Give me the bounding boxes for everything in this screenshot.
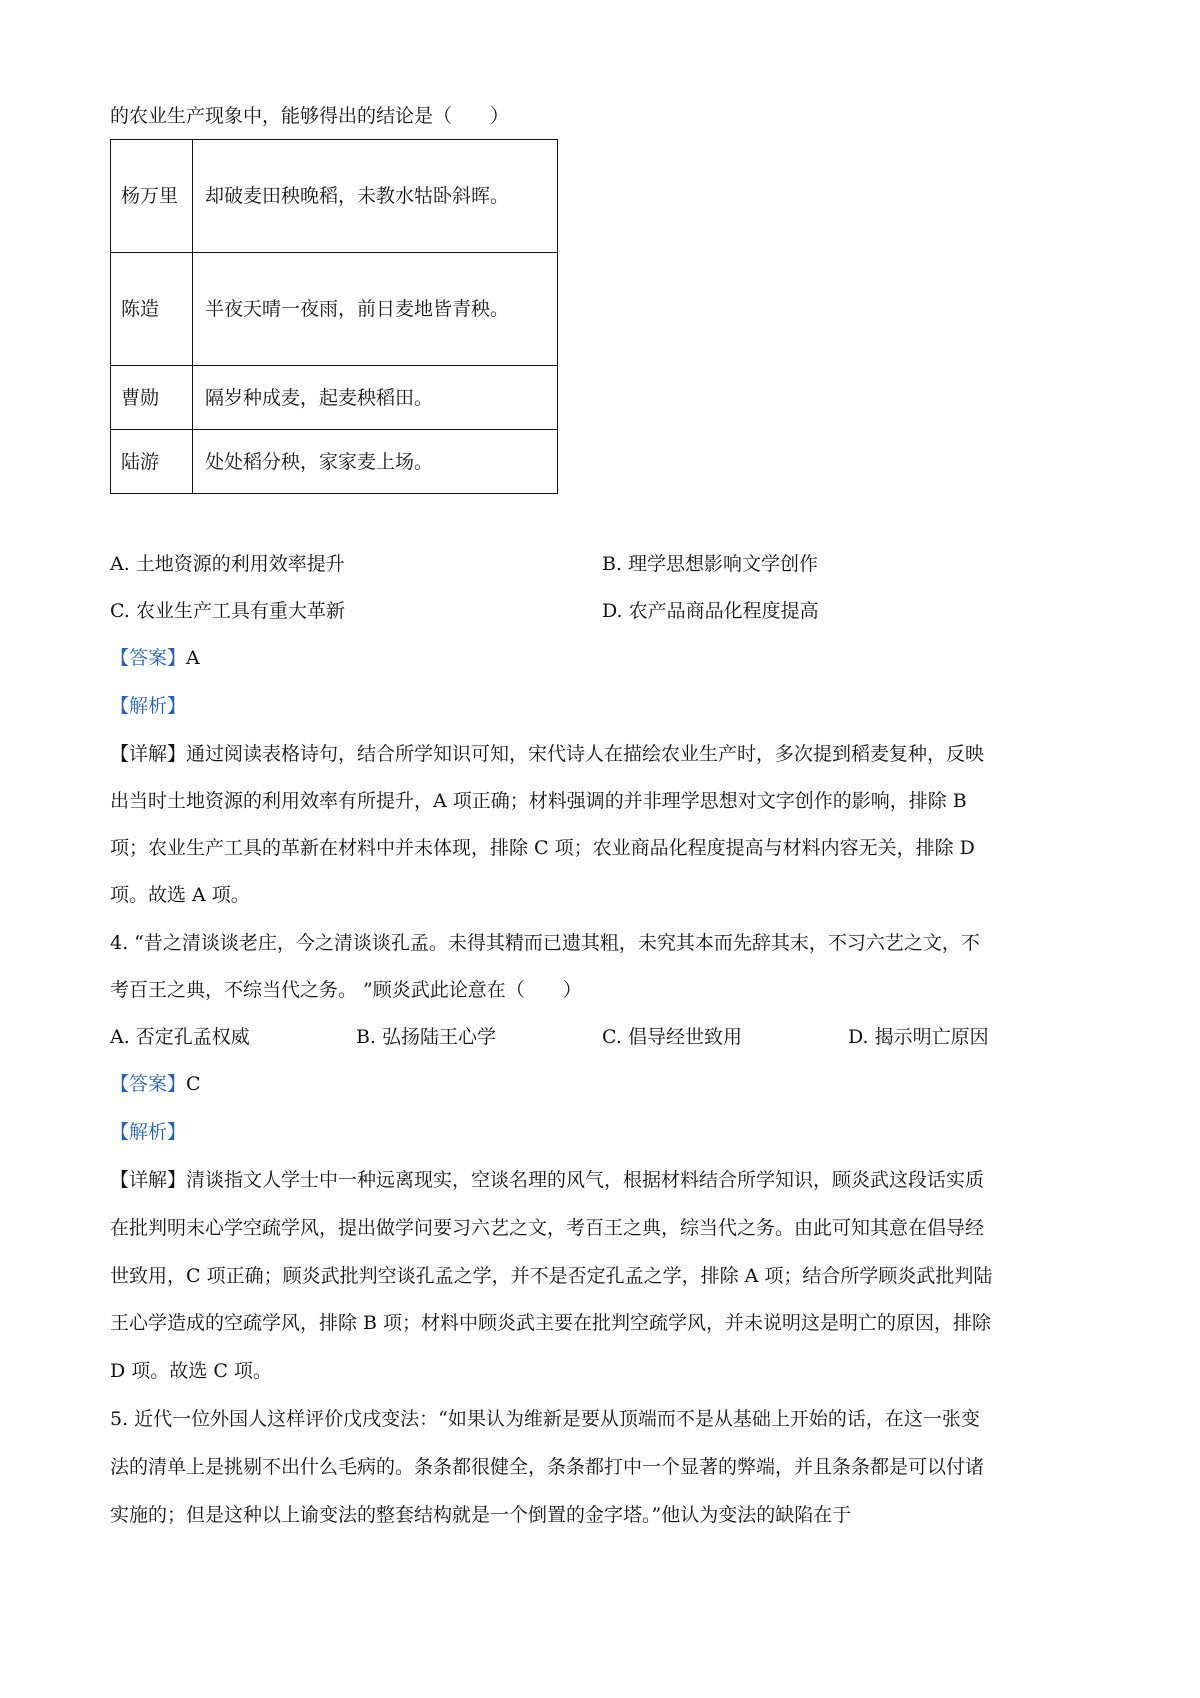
q3-detail-line: 项；农业生产工具的革新在材料中并未体现，排除 C 项；农业商品化程度提高与材料内容无关，排除 D: [110, 837, 975, 859]
q4-option-b: B. 弘扬陆王心学: [356, 1026, 497, 1048]
q3-analysis-tag: 【解析】: [110, 695, 187, 717]
q5-stem-line: 实施的；但是这种以上谕变法的整套结构就是一个倒置的金字塔。”他认为变法的缺陷在于: [110, 1504, 852, 1526]
q4-option-c: C. 倡导经世致用: [602, 1026, 742, 1048]
answer-tag: 【答案】: [110, 1073, 187, 1095]
q4-detail-line: [110, 1167, 984, 1193]
q3-answer: [110, 645, 200, 671]
answer-value: C: [186, 1073, 201, 1095]
q3-detail-line: [110, 741, 984, 767]
verse-cell: 却破麦田秧晚稻，未教水牯卧斜晖。: [193, 140, 558, 253]
table-row: [111, 430, 558, 494]
q3-option-b: B. 理学思想影响文学创作: [602, 553, 819, 575]
detail-text: 通过阅读表格诗句，结合所学知识可知，宋代诗人在描绘农业生产时，多次提到稻麦复种，反映: [186, 743, 985, 765]
q5-stem-line: 法的清单上是挑剔不出什么毛病的。条条都很健全，条条都打中一个显著的弊端，并且条条都是可以付诸: [110, 1456, 985, 1478]
q5-stem-line: 5. 近代一位外国人这样评价戊戌变法：“如果认为维新是要从顶端而不是从基础上开始的话，在这一张变: [110, 1408, 980, 1430]
q4-analysis-tag: 【解析】: [110, 1121, 187, 1143]
poet-cell: 曹勋: [111, 366, 193, 430]
detail-tag: 【详解】: [110, 743, 187, 765]
q3-detail-line: 出当时土地资源的利用效率有所提升，A 项正确；材料强调的并非理学思想对文字创作的影响，排除 B: [110, 790, 967, 812]
verse-cell: 隔岁种成麦，起麦秧稻田。: [193, 366, 558, 430]
q4-answer: [110, 1071, 201, 1097]
table-row: [111, 253, 558, 366]
table-row: [111, 140, 558, 253]
q4-stem-line: 考百王之典，不综当代之务。 ”顾炎武此论意在（ ）: [110, 979, 582, 1001]
q3-option-c: C. 农业生产工具有重大革新: [110, 600, 345, 622]
q4-detail-line: 世致用，C 项正确；顾炎武批判空谈孔孟之学，并不是否定孔孟之学，排除 A 项；结合所学顾炎武批判陆: [110, 1265, 993, 1287]
q3-option-a: A. 土地资源的利用效率提升: [110, 553, 345, 575]
question-intro-line: 的农业生产现象中，能够得出的结论是（ ）: [110, 105, 510, 127]
q3-detail-line: 项。故选 A 项。: [110, 884, 250, 906]
table-row: [111, 366, 558, 430]
poet-cell: 陈造: [111, 253, 193, 366]
poet-cell: 陆游: [111, 430, 193, 494]
q4-stem-line: 4. “昔之清谈谈老庄，今之清谈谈孔孟。未得其精而已遗其粗，未究其本而先辞其末，不习六艺之文，不: [110, 932, 980, 954]
detail-tag: 【详解】: [110, 1169, 187, 1191]
q3-option-d: D. 农产品商品化程度提高: [602, 600, 819, 622]
q4-detail-line: D 项。故选 C 项。: [110, 1360, 272, 1382]
q4-option-d: D. 揭示明亡原因: [848, 1026, 989, 1048]
verse-cell: 处处稻分秧，家家麦上场。: [193, 430, 558, 494]
verse-cell: 半夜天晴一夜雨，前日麦地皆青秧。: [193, 253, 558, 366]
q4-detail-line: 在批判明末心学空疏学风，提出做学问要习六艺之文，考百王之典，综当代之务。由此可知其意在倡导经: [110, 1217, 985, 1239]
answer-tag: 【答案】: [110, 647, 187, 669]
answer-value: A: [186, 647, 200, 669]
detail-text: 清谈指文人学士中一种远离现实，空谈名理的风气，根据材料结合所学知识，顾炎武这段话实质: [186, 1169, 985, 1191]
poet-cell: 杨万里: [111, 140, 193, 253]
q4-option-a: A. 否定孔孟权威: [110, 1026, 250, 1048]
poem-table: [110, 139, 558, 494]
q4-detail-line: 王心学造成的空疏学风，排除 B 项；材料中顾炎武主要在批判空疏学风，并未说明这是明亡的原因，排除: [110, 1312, 992, 1334]
